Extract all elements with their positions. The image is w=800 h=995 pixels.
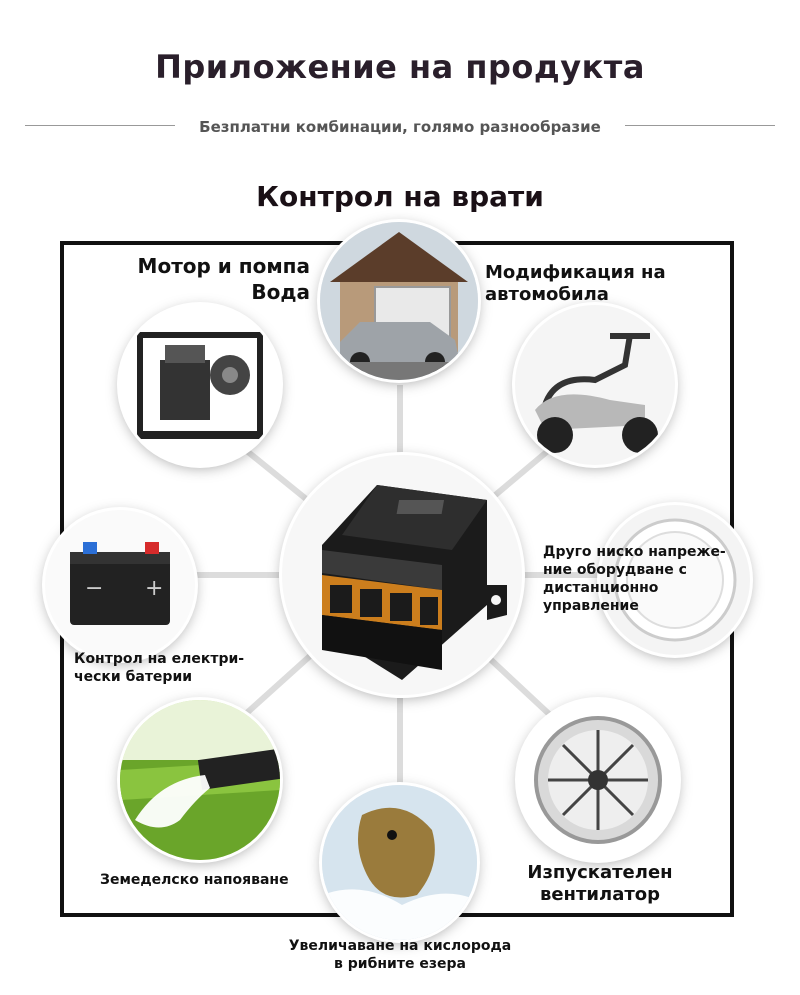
label-car-line1: Модификация на [485, 262, 666, 283]
svg-text:−: − [85, 576, 104, 601]
label-fish-line2: в рибните езера [334, 956, 466, 972]
label-fan-line2: вентилатор [539, 884, 661, 905]
water-pump-image [120, 305, 280, 465]
svg-text:+: + [145, 576, 164, 601]
fish-pond-image [322, 785, 477, 940]
label-fan [520, 862, 680, 906]
fish-icon [322, 785, 477, 940]
label-other-line3: дистанционно [543, 580, 659, 596]
label-pump-line1: Мотор и помпа [137, 254, 310, 278]
scooter-icon [515, 305, 675, 465]
battery-image [45, 510, 195, 660]
label-other-line4: управление [543, 598, 639, 614]
label-battery [74, 650, 274, 686]
irrigation-icon [120, 700, 280, 860]
label-other-line2: ние оборудване с [543, 562, 687, 578]
label-fish-line1: Увеличаване на кислорода [288, 938, 512, 954]
label-other-line1: Друго ниско напреже- [543, 544, 726, 560]
exhaust-fan-image [518, 700, 678, 860]
irrigation-image [120, 700, 280, 860]
section-title: Контрол на врати [256, 180, 544, 213]
fan-icon [518, 700, 678, 860]
subtitle-divider-right [625, 125, 775, 126]
label-pump [110, 253, 310, 305]
subtitle-divider-left [25, 125, 175, 126]
label-fish [250, 937, 550, 973]
label-pump-line2: Вода [251, 280, 310, 304]
relay-icon [282, 455, 522, 695]
water-pump-icon [120, 305, 280, 465]
page-title: Приложение на продукта [155, 48, 645, 86]
garage-car-icon [320, 222, 478, 380]
battery-icon [45, 510, 195, 660]
relay-module-image [282, 455, 522, 695]
page-subtitle: Безплатни комбинации, голямо разнообразие [199, 118, 601, 136]
garage-image [320, 222, 478, 380]
label-irrigation [100, 871, 300, 889]
label-car [485, 262, 715, 306]
label-battery-line1: Контрол на електри- [74, 651, 245, 667]
label-irrigation-line1: Земеделско напояване [100, 872, 289, 888]
scooter-image [515, 305, 675, 465]
label-fan-line1: Изпускателен [527, 862, 673, 883]
label-battery-line2: чески батерии [74, 669, 193, 685]
label-other [543, 543, 743, 615]
label-car-line2: автомобила [485, 284, 609, 305]
